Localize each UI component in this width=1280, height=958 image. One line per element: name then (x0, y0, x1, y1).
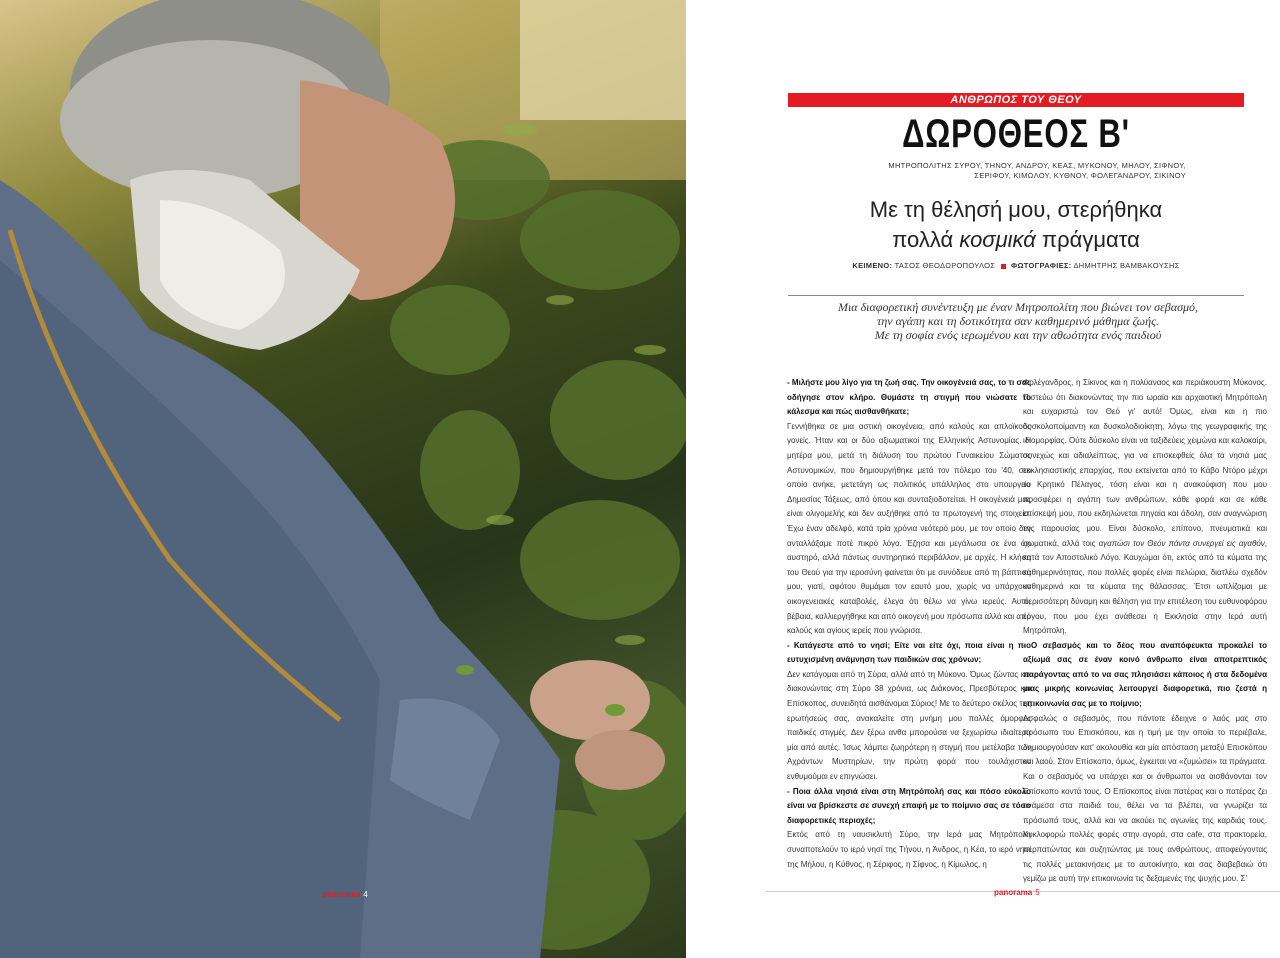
question-1: - Μιλήστε μου λίγο για τη ζωή σας. Την οικογένειά σας, το τι σας οδήγησε στον κλήρο. Θυμάστε τη στιγμή που νιώσατε το κάλεσμα και πώς αισθανθήκατε; (787, 378, 1031, 417)
question-4: - Ο σεβασμός και το δέος που αναπόφευκτα προκαλεί το αξίωμά σας σε έναν κοινό άνθρωπο είναι αποτρεπτικός παράγοντας από το να σας πλησιάσει κάποιος ή στα δεδομένα μιας μικρής κοινωνίας λειτουργεί διαφορετικά, πιο ζεστά η επικοινωνία σας με το ποίμνιο; (1023, 640, 1267, 709)
text-column-2 (1023, 376, 1267, 887)
answer-3-cont-pre: Φολέγανδρος, η Σίκινος και η πολύαναος και περιάκουστη Μύκονος. Πιστεύω ότι διακονώντας την πιο ωραία και αρχαιοτική Μητρόπολη και ευχαριστώ τον Θεό γι' αυτό! Όμως, είναι και η πιο δυσκολοποίμαντη και δυσκολοδιοίκητη, λόγω της γεωγραφικής της ιδιομορφίας. Ούτε δύσκολο είναι να ταξιδεύεις χειμώνα και καλοκαίρι, συνεχώς και αδιαλείπτως, για να επισκεφθείς όλα τα νησιά μας εκκλησιαστικής επαρχίας, που εκτείνεται από το Κάβο Ντόρο μέχρι το Κρητικό Πέλαγος, τόση είναι και η ανακούφιση που μου προσφέρει η αγάπη των ανθρώπων, κάθε φορά και σε κάθε επίσκεψή μου, που εκδηλώνεται πηγαία και άδολη, σαν αναγνώριση της παρουσίας μου. Είναι δύσκολο, επίπονο, πνευματικά και σωματικά, αλλά τοις (1023, 378, 1267, 548)
article-title: ΔΩΡΟΘΕΟΣ Β' (902, 112, 1130, 156)
red-square-icon (1001, 264, 1006, 269)
page-number: 4 (363, 890, 368, 899)
titles-line-2: ΣΕΡΙΦΟΥ, ΚΙΜΩΛΟΥ, ΚΥΘΝΟΥ, ΦΟΛΕΓΑΝΔΡΟΥ, ΣΙΚΙΝΟΥ (974, 171, 1186, 180)
folio-right (994, 888, 1040, 897)
answer-4: Ασφαλώς ο σεβασμός, που πάντοτε έδειχνε ο λαός μας στο πρόσωπο του Επισκόπου, και η τιμή με την οποία το περιέβαλε, δημιουργούσαν κατ' ακολουθία και μία απόσταση μεταξύ Επισκόπου και λαού. Στον Επίσκοπο, όμως, έγκειται να «ζυμώσει» τα πράγματα. Και ο σεβασμός να υπάρχει και οι άνθρωποι να αισθάνονται τον Επίσκοπο κοντά τους. Ο Επίσκοπος είναι πατέρας και ο πατέρας ζει ανάμεσα στα παιδιά του, θέλει να τα βλέπει, να γνωρίζει τα πρόσωπά τους, αλλά και να ακούει τις αγωνίες της καρδιάς τους. Κυκλοφορώ πολλές φορές στην αγορά, στα cafe, στα πρακτορεία, περπατώντας και συζητώντας με τους ανθρώπους, αποφεύγοντας τις πολλές μετακινήσεις με το αυτοκίνητο, και σας διαβεβαιώ ότι γεμίζω με αυτή την επικοινωνία τις δεξαμενές της ψυχής μου. Σ' (1023, 713, 1267, 884)
folio-brand: panorama (994, 888, 1033, 897)
credits (788, 261, 1244, 270)
page-number: 5 (1035, 888, 1040, 897)
headline-pre: πολλά (892, 227, 960, 252)
answer-1: Γεννήθηκα σε μια αστική οικογένεια, από καλούς και απλοϊκούς γονείς. Ήταν και οι δύο αξιωματικοί της Ελληνικής Αστυνομίας. Η μητέρα μου, μετά τη διάλυση του πρώτου Γυναικείου Σώματος Αστυνομικών, που δημιουργήθηκε μετά τον πόλεμο του '40, στο οποίο ανήκε, μετετάγη ως πολιτικός υπάλληλος στο υπουργείο Δημοσίας Τάξεως, από όπου και συνταξιοδοτείται. Η οικογένειά μας είναι ολιγομελής και δεν αυξήθηκε από τα πρωτογενή της στοιχεία. Έχω έναν αδελφό, κατά τρία χρόνια νεότερό μου, με τον οποίο δεν ανταλλάξαμε ποτέ πικρό λόγο. Έζησα και μεγάλωσα σε ένα όχι αυστηρό, αλλά πάντως συντηρητικό περιβάλλον, με αρχές. Η κλήση του Θεού για την ιεροσύνη φαίνεται ότι με συνόδευε από τη βάπτισή μου, γιατί, αφότου θυμάμαι τον εαυτό μου, χωρίς να υπάρχουν οικογενειακές καταβολές, έλεγα ότι θέλω να γίνω ιερεύς. Αυτό, βέβαια, καλλιεργήθηκε και από οικογενή μου πρόσωπα αλλά και από καλούς και αγίους ιερείς που γνώρισα. (787, 421, 1031, 636)
headline-line-1: Με τη θέλησή μου, στερήθηκα (869, 197, 1163, 222)
headline-emphasis: κοσμικά (959, 227, 1036, 252)
answer-2: Δεν κατάγομαι από τη Σύρα, αλλά από τη Μύκονο. Όμως ζώντας και διακονώντας στη Σύρο 38 χρόνια, ως Διάκονος, Πρεσβύτερος και Επίσκοπος, συνειδητά αισθάνομαι Σύριος! Με το δεύτερο σκέλος της ερωτήσεώς σας, ανακαλείτε στη μνήμη μου πολλές όμορφες παιδικές στιγμές. Δεν ξέρω ανθα μπορούσα να ξεχωρίσω ιδιαίτερα μία από αυτές. Ίσως λάμπει ζωηρότερη η στιγμή που μετέλαβα των Αχράντων Μυστηρίων, την πρώτη φορά που τουλάχιστον ενθυμούμαι εν επιγνώσει. (787, 669, 1031, 782)
titles-subtitle (846, 161, 1186, 181)
answer-3-cont-post: , κατά τον Αποστολικό Λόγο. Καυχώμαι ότι, εκτός από τα κύματα της καθημερινότητας, που πολλές φορές είναι πελώρια, διατλέω σχεδόν καθημερινά και τα κύματα της θάλασσας. Έτσι ωπλίζομαι με περισσότερη δύναμη και θέληση για την επιτέλεση του ευθυνοφόρου έργου, που μου έχει ανάθεσει η Εκκλησία στην Ιερά αυτή Μητρόπολη. (1023, 538, 1268, 636)
credit-text-name: ΤΑΣΟΣ ΘΕΟΔΩΡΟΠΟΥΛΟΣ (894, 261, 996, 270)
credit-text-label: ΚΕΙΜΕΝΟ: (852, 261, 893, 270)
divider (788, 295, 1244, 296)
folio-left (322, 890, 368, 899)
question-2: - Κατάγεστε από το νησί; Είτε ναι είτε όχι, ποια είναι η πιο ευτυχισμένη ανάμνηση των παιδικών σας χρόνων; (787, 640, 1031, 665)
intro-line-3: Με τη σοφία ενός ιερωμένου και την αθωότητα ενός παιδιού (874, 328, 1162, 342)
answer-3-continued (1023, 376, 1267, 639)
titles-line-1: ΜΗΤΡΟΠΟΛΙΤΗΣ ΣΥΡΟΥ, ΤΗΝΟΥ, ΑΝΔΡΟΥ, ΚΕΑΣ, ΜΥΚΟΝΟΥ, ΜΗΛΟΥ, ΣΙΦΝΟΥ, (888, 161, 1186, 170)
intro-line-2: την αγάπη και τη δοτικότητα σαν καθημερινό μάθημα ζωής. (877, 314, 1159, 328)
article-page (686, 0, 1280, 958)
folio-brand: panorama (322, 890, 361, 899)
credit-photo-name: ΔΗΜΗΤΡΗΣ ΒΑΜΒΑΚΟΥΣΗΣ (1073, 261, 1180, 270)
credit-photo-label: ΦΩΤΟΓΡΑΦΙΕΣ: (1011, 261, 1072, 270)
headline (788, 195, 1244, 255)
intro-line-1: Μια διαφορετική συνέντευξη με έναν Μητροπολίτη που βιώνει τον σεβασμό, (837, 300, 1199, 314)
headline-line-2 (788, 225, 1244, 255)
question-3: - Ποια άλλα νησιά είναι στη Μητρόπολή σας και πόσο εύκολο είναι να βρίσκεστε σε συνεχή επαφή με το ποίμνιο σας σε τόσο διαφορετικές περιοχές; (787, 786, 1031, 825)
text-column-1 (787, 376, 1031, 872)
section-label: ΑΝΘΡΩΠΟΣ ΤΟΥ ΘΕΟΥ (788, 93, 1244, 107)
answer-3-quote: αγαπώσι τον Θεόν πάντα συνεργεί εις αγαθόν (1098, 538, 1265, 548)
headline-post: πράγματα (1035, 227, 1140, 252)
intro-standfirst (798, 300, 1238, 342)
answer-3: Εκτός από τη ναυσικλυτή Σύρο, την Ιερά μας Μητρόπολη συναποτελούν το ιερό νησί της Τήνου, η Άνδρος, η Κέα, το ιερό νησί της Μήλου, η Κύθνος, η Σέριφος, η Σίφνος, η Κίμωλος, η (787, 830, 1031, 869)
